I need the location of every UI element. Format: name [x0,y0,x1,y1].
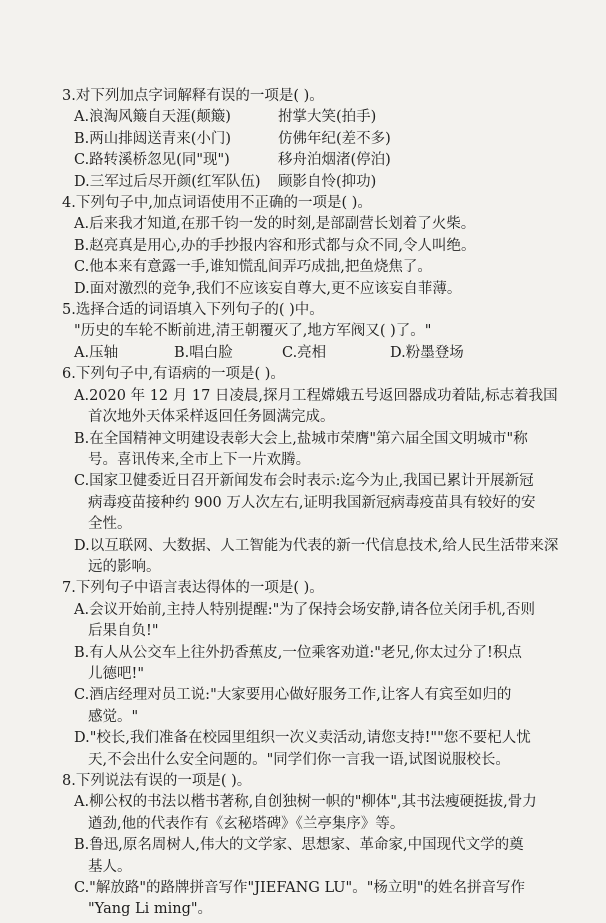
question-5-quote: "历史的车轮不断前进,清王朝覆灭了,地方军阀又( )了。" [74,323,432,340]
question-8-stem: 8.下列说法有误的一项是( )。 [62,773,252,789]
question-6-option-d-line-1: D.以互联网、大数据、人工智能为代表的新一代信息技术,给人民生活带来深 [74,537,559,554]
option-a-right: 拊掌大笑(拍手) [278,109,377,126]
question-6-option-a-line-2: 首次地外天体采样返回任务圆满完成。 [88,409,335,426]
question-6 [62,364,566,578]
question-6-option-d-line-2: 远的影响。 [88,558,161,575]
question-5-stem: 5.选择合适的词语填入下列句子的( )中。 [62,302,324,319]
question-6-option-a-line-1: A.2020 年 12 月 17 日凌晨,探月工程嫦娥五号返回器成功着陆,标志着我国 [74,387,558,404]
question-6-option-c-line-2: 病毒疫苗接种约 900 万人次左右,证明我国新冠病毒疫苗具有较好的安 [88,494,536,511]
option-c-left: C.路转溪桥忽见(同"现") [74,152,230,169]
option-b-left: B.两山排闼送青来(小门) [74,130,232,147]
question-4-option-d: D.面对激烈的竞争,我们不应该妄自尊大,更不应该妄自菲薄。 [74,280,462,297]
question-4-option-c: C.他本来有意露一手,谁知慌乱间弄巧成拙,把鱼烧焦了。 [74,259,432,276]
question-5 [62,300,566,364]
choice-c: C.亮相 [282,344,327,361]
question-5-choices [62,343,566,364]
question-7-option-d-line-2: 天,不会出什么安全问题的。"同学们你一言我一语,试图说服校长。 [88,751,510,768]
question-8-option-c-line-2: "Yang Li ming"。 [88,901,213,918]
option-d-left: D.三军过后尽开颜(红军队伍) [74,173,261,190]
question-8-option-a-line-1: A.柳公权的书法以楷书著称,自创独树一帜的"柳体",其书法瘦硬挺拔,骨力 [74,794,537,811]
question-7-option-a-line-1: A.会议开始前,主持人特别提醒:"为了保持会场安静,请各位关闭手机,否则 [74,601,535,618]
question-8 [62,771,566,921]
question-8-option-b-line-1: B.鲁迅,原名周树人,伟大的文学家、思想家、革命家,中国现代文学的奠 [74,837,524,854]
question-6-option-b-line-1: B.在全国精神文明建设表彰大会上,盐城市荣膺"第六届全国文明城市"称 [74,430,528,447]
question-4-stem: 4.下列句子中,加点词语使用不正确的一项是( )。 [62,195,372,212]
question-7-option-b-line-1: B.有人从公交车上往外扔香蕉皮,一位乘客劝道:"老兄,你太过分了!积点 [74,644,522,661]
question-6-option-c-line-1: C.国家卫健委近日召开新闻发布会时表示:迄今为止,我国已累计开展新冠 [74,473,534,490]
option-c-right: 移舟泊烟渚(停泊) [278,152,391,169]
question-7-option-b-line-2: 儿德吧!" [88,665,144,682]
choice-a: A.压轴 [74,344,119,361]
question-7-stem: 7.下列句子中语言表达得体的一项是( )。 [62,580,324,597]
question-6-option-b-line-2: 号。喜讯传来,全市上下一片欢腾。 [88,451,311,468]
question-3-row-3 [62,150,566,171]
question-7-option-a-line-2: 后果自负!" [88,623,159,640]
question-3-row-2 [62,129,566,150]
question-3 [62,86,566,193]
question-6-stem: 6.下列句子中,有语病的一项是( )。 [62,366,285,383]
question-8-option-c-line-1: C."解放路"的路牌拼音写作"JIEFANG LU"。"杨立明"的姓名拼音写作 [74,880,526,897]
question-4 [62,193,566,300]
question-7-option-c-line-2: 感觉。" [88,708,139,725]
question-7-option-d-line-1: D."校长,我们准备在校园里组织一次义卖活动,请您支持!""您不要杞人忧 [74,730,531,747]
question-3-stem: 3.对下列加点字词解释有误的一项是( )。 [62,88,324,104]
question-8-option-b-line-2: 基人。 [88,858,132,875]
question-4-option-b: B.赵亮真是用心,办的手抄报内容和形式都与众不同,令人叫绝。 [74,237,476,254]
choice-b: B.唱白脸 [174,344,233,361]
option-b-right: 仿佛年纪(差不多) [278,130,391,147]
question-3-row-1 [62,107,566,128]
question-7 [62,578,566,771]
choice-d: D.粉墨登场 [390,344,464,361]
question-4-option-a: A.后来我才知道,在那千钧一发的时刻,是部副营长划着了火柴。 [74,216,476,233]
question-7-option-c-line-1: C.酒店经理对员工说:"大家要用心做好服务工作,让客人有宾至如归的 [74,687,512,704]
question-3-row-4 [62,172,566,193]
question-8-option-a-line-2: 遒劲,他的代表作有《玄秘塔碑》《兰亭集序》等。 [88,815,405,832]
option-a-left: A.浪淘风簸自天涯(颠簸) [74,109,231,126]
question-6-option-c-line-3: 全性。 [88,516,132,533]
option-d-right: 顾影自怜(抑功) [278,173,377,190]
